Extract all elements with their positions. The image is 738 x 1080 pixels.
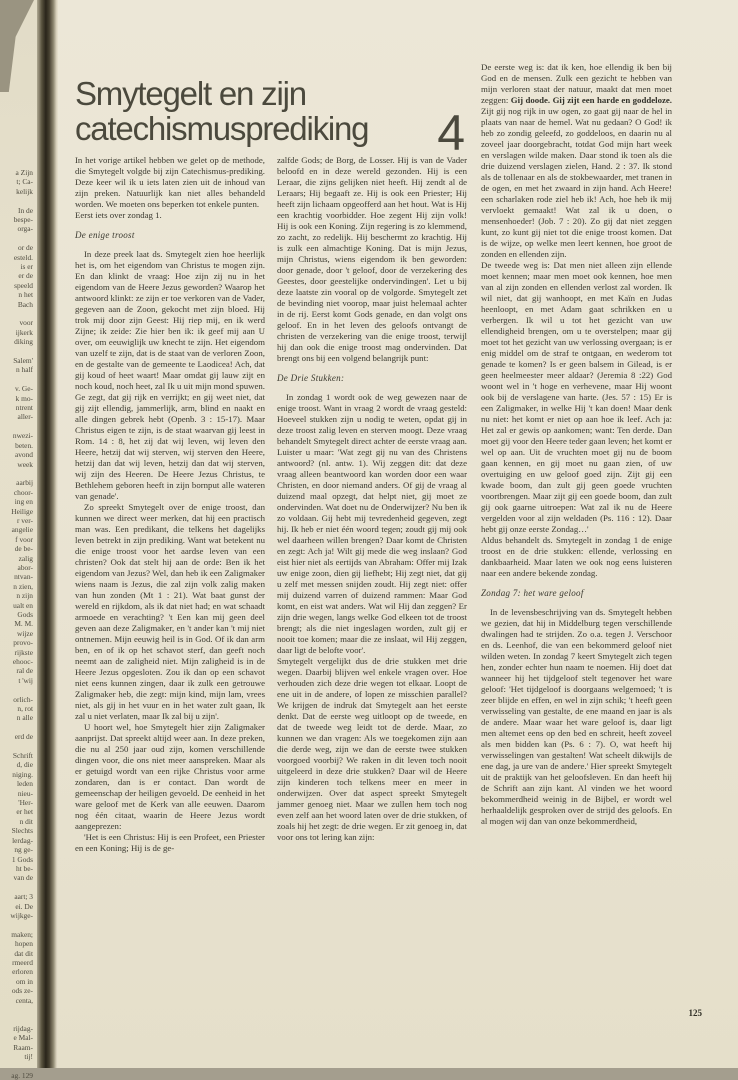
prev-page-text-fragment [0,1014,33,1023]
paragraph: In het vorige artikel hebben we gelet op de methode, die Smytegelt volgde bij zijn Catechismus-prediking. Deze keer wil ik u iets laten zien uit de inhoud van zijn preken. Natuurlijk kan niet alles behandeld worden. We moeten ons beperken tot enkele punten. [75,155,265,209]
prev-page-text-fragment: aller- [17,412,33,422]
section-heading-drie-stukken: De Drie Stukken: [277,373,345,383]
prev-page-text-fragment: orlich- [13,694,33,704]
prev-page-text-fragment: d, die [16,760,33,770]
prev-page-text-fragment: rijdag- [13,1023,33,1033]
prev-page-text-fragment: lerdag- [12,835,33,845]
article-content [75,0,738,854]
prev-page-text-fragment: wijkge- [10,910,33,920]
prev-page-text-fragment: maken; [11,929,33,939]
prev-page-text-fragment: ualt en [13,600,33,610]
prev-page-text-fragment: a Zijn [15,168,33,177]
paragraph: De tweede weg is: Dat men niet alleen zijn ellende moet kennen; maar men moet ook kennen, hoe men van al zijn zonden en ellenden verlost zal worden. Ik wil niet, dat gij wanhoopt, en met Kaïn en Judas heenloopt, en met Adam gaat schrikken en u verbergen. Ik wil u tot het gezicht van uw ellendigheid brengen, om u te overstelpen; maar gij moet tot het gezicht van uw verlossing overgaan; is er enig middel om de straf te ontgaan, en wederom tot genade te komen? Is er geen balsem in Gilead, is er geen heelmeester meer aldaar? (Jeremia 8 :22) God woont wel in 't hoge en verhevene, maar Hij woont ook bij de verslagene van harte. (Jes. 57 : 15) Er is een Zaligmaker, in welke Hij 't kan doen! Maar denk nu niet: het komt er niet op aan hoe ik leef. Ach ja: Het zal er gewis op aankomen; want: Ten derde. Dan moet gij voor den Heere teder gaan leven; het komt er wel op aan. Uit de vruchten moet gij nu de boom gaan kennen, en gij moet nu gaan zien, of uw overtuiging en uw geloof goed zijn. Zijt gij een kwade boom, dan zult gij geen goede vruchten voortbrengen. Maar zijt gij een goede boom, dan zult gij ook gaarne uitroepen: Wat zal ik nu de Heere vergelden voor al zijn weldaden (Ps. 116 : 12). Daar hebt gij onze eerste Zondag…' [481,260,672,534]
paragraph: Smytegelt vergelijkt dus de drie stukken met drie wegen. Daarbij blijven wel enkele vragen over. Hoe verhouden zich deze drie wegen tot elkaar. Loopt de ene uit in de andere, of lopen ze misschien parallel? We krijgen de indruk dat Smytegelt aan het eerste denkt. Dat de eerste weg uitloopt op de tweede, en dat de tweede weg leidt tot de derde. Maar, zo kunnen we dan vragen: Als we toegekomen zijn aan die derde weg, zijn we dan de eerste twee stukken voorgoed voorbij? We raken in dit leven toch nooit uitgeleerd in deze drie stukken? Daar wil de Heere zijn kinderen toch telkens meer en meer in onderwijzen. Over dat aspect spreekt Smytegelt jammer genoeg niet. Maar we zullen hem toch nog even zelf aan het woord laten over de drie stukken, of zoals hij het zegt: de drie wegen. Er zit genoeg in, dat voor ons tot lering kan zijn: [277,656,467,842]
prev-page-text-fragment: ral de [16,666,33,676]
column-3 [481,0,672,854]
prev-page-text-fragment: beten. [15,440,33,450]
prev-page-text-fragment: t 'wij [18,675,33,685]
prev-page-text-fragment [0,309,33,318]
page-gutter-shadow [37,0,58,1068]
prev-page-text-fragment: n zien, [13,581,33,591]
prev-page-text-fragment: aart; 3 [14,892,33,902]
article-title-line1: Smytegelt en zijn [75,75,306,112]
prev-page-text-fragment: ag. 129 [11,1070,33,1080]
prev-page-text-fragment: niging. [12,769,33,779]
section-heading-enige-troost: De enige troost [75,230,135,240]
prev-page-text-fragment: centa, [15,995,33,1005]
prev-page-text-fragment [0,742,33,751]
left-column-group [75,0,467,854]
prev-page-text-fragment: n half [15,365,33,375]
prev-page-text-fragment [0,883,33,892]
prev-page-text-fragment: nwezi- [12,431,33,441]
prev-page-text-fragment: e Mal- [13,1033,33,1043]
prev-page-text-fragment [0,234,33,243]
prev-page-text-fragment: ijkerk [15,327,33,337]
prev-page-text-fragment: zalig [18,553,33,563]
prev-page-text-fragment: wijze [16,628,33,638]
magazine-page [58,0,738,1068]
paragraph: In deze preek laat ds. Smytegelt zien hoe heerlijk het is, om het eigendom van Christus te mogen zijn. En dan klinkt de vraag: Hoe zijn zij nu in het eigendom van de Heere Jezus geworden? Waarop het antwoord klinkt: ze zijn er toe verkoren van de Vader, gegeven aan de Zoon, gekocht met zijn bloed. Hij trok mij door zijn Geest: Hij riep mij, en ik werd Zijne; ik zeide: Zie hier ben ik: ik geef mij aan U over, om eeuwiglijk uw knecht te zijn. Het eigendom van uzelf te zijn, dat is de staat van de verloren Zoon, en de gestalte van de gemeente te Laodicea! Ach, dat gij koud of heet waart! Maar omdat gij lauw zijt en noch koud, noch heet, zal Ik u uit mijn mond spuwen. Ge zegt, dat gij rijk en verrijkt; en gij weet niet, dat gij zijt ellendig, jammerlijk, arm, blind en naakt en alle dingen gebrek hebt (Openb. 3 : 15-17). Maar Christus eigen te zijn, is de staat waarvan gij leest in Rom. 14 : 8, het zij dat wij leven, wij leven den Heere, hetzij dat wij sterven, wij sterven den Heere, hetzij dan dat wij leven, hetzij dan dat wij sterven, wij zijn des Heeren. De Heere Jezus Christus, te Bethlehem geboren heeft in zijn bornput alle wateren van genade'. [75,249,265,501]
paragraph: Aldus behandelt ds. Smytegelt in zondag 1 de enige troost en de drie stukken: ellende, verlossing en dankbaarheid. Maar laten we ook nog eens luisteren naar een andere bekende zondag. [481,535,672,578]
prev-page-text-fragment: erd de [14,732,33,742]
prev-page-text-fragment: bespe- [13,215,33,225]
prev-page-text-fragment: n het [18,290,33,300]
column-1 [75,155,265,854]
prev-page-text-fragment: avond [14,450,33,460]
prev-page-text-fragment [0,422,33,431]
prev-page-text-fragment: ht be- [15,863,33,873]
prev-page-text-fragment: esteld. [13,252,33,262]
prev-page-text-fragment: or de [18,243,33,253]
prev-page-text-fragment: dat dit [14,948,33,958]
prev-page-text-fragment: abor- [17,562,33,572]
prev-page-text-fragment: t; Ca- [16,177,33,187]
column-2 [277,155,467,854]
prev-page-text-fragment: Slechts [11,826,33,836]
prev-page-text-fragment: Schrift [12,751,33,761]
prev-page-text-fragment: er de [18,271,33,281]
prev-page-text-fragment: ei. De [15,901,33,911]
prev-page-text-fragment: ehooc- [12,657,33,667]
prev-page-text-fragment [0,469,33,478]
bold-emphasis: Gij doode. Gij zijt een harde en goddeloze. [510,95,672,105]
article-title [75,76,467,146]
prev-page-text-fragment [0,920,33,929]
prev-page-text-fragment [0,723,33,732]
prev-page-text-fragment: Bach [17,299,33,309]
prev-page-text-fragment [0,347,33,356]
prev-page-text-fragment: n, rot [17,704,33,714]
prev-page-text-fragment: k mo- [15,393,33,403]
prev-page-text-fragment: n zijn [16,591,33,601]
prev-page-text-fragment: Gods [17,609,33,619]
paragraph: In zondag 1 wordt ook de weg gewezen naar de enige troost. Want in vraag 2 wordt de vraag gesteld: Hoeveel stukken zijn u nodig te weten, opdat gij in deze troost zalig leven en sterven moogt. Deze vraag behandelt Smytegelt direct achter de eerste vraag aan. Luister u maar: 'Wat zegt gij nu van des Christens antwoord? (nl. antw. 1). Wij zeggen dit: dat deze vraag alleen beantwoord kan worden door een waar Christen, en door niemand anders. Of gij de vraag al duizend maal opzegt, dat helpt niet, gij moet ze ondervinden. Wat doet nu de Onderwijzer? Nu ben ik zo voldaan. Gij hebt mij tevredenheid gegeven, zegt hij. Ik heb er niet één woord tegen; zoudt gij mij ook wel daarheen willen brengen? Daar komt de Christen en zegt: Ach ja! Wilt gij mede die weg inslaan? God eist hier niet als eertijds van Abraham: Offer mij Izak uw enige zoon, dien gij liefhebt; Hij zegt niet, dat gij u zelf met messen snijden zoudt. Hij zegt niet: offer mij duizend varren of duizend rammen: Maar God komt, en eist wat anders. Wat wil Hij dan zeggen? Er zijn drie wegen, langs welke God elkeen tot de troost brengt; als die niet ingeslagen worden, zult gij er nooit toe komen; maar die ze inslaat, wil Hij zeggen, daar ligt de belofte voor'. [277,392,467,655]
prev-page-text-fragment [0,375,33,384]
prev-page-text-fragment: voor [19,318,33,328]
paragraph: Zo spreekt Smytegelt over de enige troost, dan kunnen we direct weer merken, dat hij een practisch man was. Een predikant, die telkens het dagelijks leven betrekt in zijn prediking. Want wat betekent nu die enige troost voor het aardse leven van een christen? Ook dat stelt hij aan de orde: Ben ik het eigendom van Jezus? Wel, dan heb ik een Zaligmaker wiens naam is Jezus, die zal zijn volk zalig maken van hun zonden (Mt 1 : 21). Wat baat gunst der wereld en rijkdom, als ik dat niet had; en wat schaadt armoede en verachting? 't Een kan mij geen deel geven aan deze Zaligmaker, en 't ander kan 't mij niet ontnemen. Mijn eeuwig heil is in God. Of ik dan arm ben, en of ik op het schavot sterf, dan geeft noch neemt aan de zaligheid niet. Mijn zaligheid is in de Heere Jezus opgesloten. Zou ik dan op een schavot niet eens kunnen zingen, daar ik zulk een getrouwe Zaligmaker heb, die zegt: mijn kind, mijn lam, vrees niet, als gij in het vuur en in het water zult gaan, Ik zal u niet verlaten, maar Ik zal bij u zijn'. [75,502,265,721]
prev-page-text-fragment: diking [14,337,33,347]
prev-page-text-fragment: speeld [14,280,33,290]
prev-page-text-fragment: angelie [11,525,33,535]
prev-page-text-fragment: rijkste [14,647,33,657]
article-number: 4 [437,105,465,161]
paragraph: zalfde Gods; de Borg, de Losser. Hij is van de Vader beloofd en in deze wereld gezonden. Hij is een Leraar, die zijns gelijken niet heeft. Hij zendt al de Leraars; Hij begaaft ze. Hij is ook een Priester; Hij heeft zijn lichaam opgeofferd aan het hout. Wat is Hij een krachtig voorbidder. Hoe zegent Hij zijn volk! Hij is ook een Koning. Zijn regering is zo klemmend, zo zacht, zo redelijk. Hij beschermt zo krachtig. Hij is zulk een almachtige Koning. Dat is mijn Jezus, mijn Christus, wiens eigendom ik ben geworden: door genade, door 't geloof, door de verzekering des Geestes, door geestelijke ondervindingen'. Let u bij deze laatste zin vooral op de volgorde. Smytegelt zet de bevinding niet voorop, maar juist helemaal achter in de rij. Eerst komt Gods genade, en dan volgt ons geloof. En in het leven des geloofs ontvangt de christen de verzekering van die enige troost, terwijl hij dan ook die enige troost mag ondervinden. Dat brengt ons bij een volgend belangrijk punt: [277,155,467,363]
page-number: 125 [688,1008,702,1018]
prev-page-text-fragment: In de [18,205,33,215]
prev-page-text-fragment: n alle [16,713,33,723]
paragraph [481,62,672,260]
prev-page-text-fragment: ng ge- [14,845,33,855]
prev-page-text-fragment: 1 Gods [11,854,33,864]
prev-page-text-fragment: erloren [12,967,33,977]
prev-page-text-fragment [0,1005,33,1014]
prev-page-text-fragment: kelijk [16,186,33,196]
paragraph: In de levensbeschrijving van ds. Smytegelt hebben we gezien, dat hij in Middelburg tegen verschillende dwalingen had te strijden. Zo o.a. tegen J. Verschoor en ds. Leenhof, die van een bekommerd geloof niet wilden weten. In zondag 7 keert Smytegelt zich tegen hen, zonder echter hun naam te noemen. Hij doet dat wanneer hij het tijdgeloof stelt tegenover het ware geloof: 'Het tijdgeloof is doorgaans welgemoed; 't is zeer blijde en effen, en wel in zijn schik; 't heeft geen verwisseling van gestalte, de ene maand en jaar is als de andere. Maar waar het ware geloof is, daar ligt men altemet eens op den bed en schreit, heeft zoveel als men bidden kan (Ps. 6 : 7). O, wat heeft hij verwisselingen van gestalten! Wat scheelt dikwijls de ene dag, ja ure van de andere.' Hier spreekt Smytegelt uit de praktijk van het geloofsleven. En dan heeft hij de Schrift aan zijn kant. Al vinden we het woord bekommerdheid weinig in de Bijbel, er wordt wel herhaaldelijk gesproken over de strijd des geloofs. En al mogen wij dan van onze bekommerdheid, [481,607,672,826]
prev-page-text-fragment: choor- [13,487,33,497]
prev-page-text-fragment: ntrent [15,403,33,413]
prev-page-text-fragment [0,685,33,694]
article-title-line2: catechismusprediking [75,110,369,147]
prev-page-text-fragment: rmeerd [12,957,33,967]
prev-page-text-fragment: de be- [14,544,33,554]
paragraph: 'Het is een Christus: Hij is een Profeet, een Priester en een Koning; Hij is de ge- [75,832,265,853]
article-header [75,75,467,161]
prev-page-text-fragment [0,1061,33,1070]
prev-page-text-fragment: Raam- [13,1042,33,1052]
prev-page-text-fragment: r ver- [16,515,33,525]
paragraph-text: Zijt gij nog rijk in uw ogen, zo gaat gij naar de hel in plaats van naar de hemel. Wat nu gedaan? O God! ik heb zo zondig geleefd, zo goddeloos, en daarin nu al zoveel jaar doorgebracht, totdat God mijn hart week en verslagen wilde maken. Daar stond ik toen als die drie duizend verslagen zielen, Hand. 2 : 37. Ik stond als de tollenaar en als de stokbewaarder, met tranen in de ogen, en met het zwaard in zijn hand. Ach Heere! een scharlaken rode ziel heb ik! Ach, hoe heb ik mij vervloekt gemaakt! Wat zal ik u doen, o mensenhoeder! (Job. 7 : 20). Zo gij dat niet zeggen kunt, zo kunt gij niet tot die enige troost komen. Dat is de wijze, op welke men leert kennen, hoe groot de zonden en ellenden zijn. [481,106,672,259]
prev-page-text-fragment: 'Her- [18,798,33,808]
prev-page-text-fragment: van de [13,873,33,883]
prev-page-text-fragment: n dit [19,816,33,826]
columns-1-2 [75,155,467,854]
prev-page-text-fragment: er het [16,807,33,817]
paragraph: Eerst iets over zondag 1. [75,210,162,220]
prev-page-text-fragment: hopen [14,939,33,949]
prev-page-text-fragment: f voor [15,534,33,544]
prev-page-text-fragment: orga- [17,224,33,234]
prev-page-text-fragment: is er [20,262,33,272]
prev-page-text-fragment: leden [16,779,33,789]
prev-page-text-fragment: v. Ge- [15,384,33,394]
prev-page-text-fragment: om in [15,976,33,986]
prev-page-text-fragment: nieu- [17,788,33,798]
prev-page-text-fragment: Salem' [13,356,33,366]
prev-page-text-fragment: ing en [14,497,33,507]
prev-page-text-fragment: week [17,459,33,469]
prev-page-text-fragment [0,196,33,205]
prev-page-text-fragment: provo- [13,638,33,648]
prev-page-text-fragment: ntvan- [14,572,33,582]
prev-page-text-fragment: aarbij [16,478,33,488]
paragraph-text: De eerste weg is: dat ik ken, hoe ellendig ik ben bij God en de mensen. Zulk een gezicht te hebben van mijn verloren staat der natuur, maakt dat men moet zeggen: [481,62,672,105]
paragraph: U hoort wel, hoe Smytegelt hier zijn Zaligmaker aanprijst. Dat spreekt altijd weer aan. In deze preken, die nu al 250 jaar oud zijn, komen verschillende dingen voor, die ons niet meer aanspreken. Maar als er getuigd wordt van een rijke Christus voor arme zondaren, dan is er contact. Dan wordt de gemeenschap der heiligen gevoeld. De eenheid in het ware geloof met de Kerk van alle eeuwen. Daarom nog één citaat, waarin de Heere Jezus wordt aangeprezen: [75,722,265,831]
previous-page-edge [0,0,37,1080]
prev-page-text-fragment: M. M. [14,619,33,629]
previous-page-text-fragments [0,0,37,1080]
section-heading-zondag-7: Zondag 7: het ware geloof [481,588,584,598]
prev-page-text-fragment: ods ze- [11,986,33,996]
prev-page-text-fragment: Heilige [11,506,33,516]
prev-page-text-fragment: tij! [24,1051,33,1061]
